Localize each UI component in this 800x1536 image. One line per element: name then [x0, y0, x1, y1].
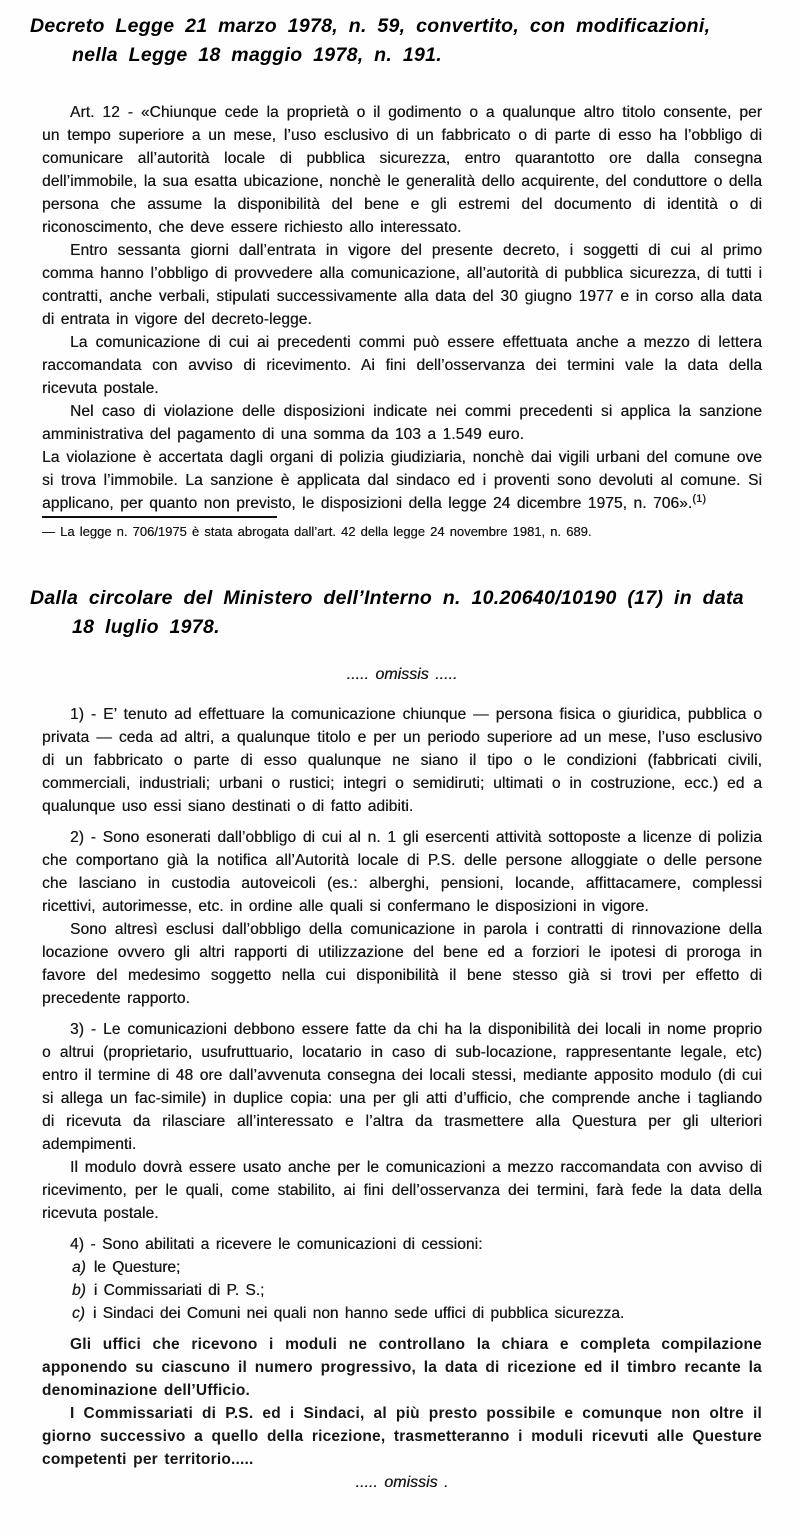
spacer	[42, 642, 762, 663]
spacer	[42, 1010, 762, 1018]
list-item-c	[72, 1302, 762, 1325]
list-item-a-marker: a)	[72, 1259, 86, 1276]
circular-paragraph-3: 3) - Le comunicazioni debbono essere fatte da chi ha la disponibilità dei locali in nome proprio o altrui (proprietario, usufruttuario, locatario in caso di sub-locazione, rappresentante legale, etc) entro il termine di 48 ore dall’avvenuta consegna dei locali stessi, mediante apposito modulo (di cui si allega un fac-simile) in duplice copia: una per gli atti d’ufficio, che comprende anche i tagliando di ricevuta da rilasciare all’interessato e l’altra da trasmettere alla Questura per gli ulteriori adempimenti.	[42, 1021, 762, 1153]
omissis-marker-bottom: ..... omissis .	[355, 1474, 449, 1491]
decree-paragraph-art12: Art. 12 - «Chiunque cede la proprietà o il godimento o a qualunque altro titolo consente, per un tempo superiore a un mese, l’uso esclusivo di un fabbricato o di parte di esso ha l’obbligo di comunicare all’autorità locale di pubblica sicurezza, entro quarantotto ore dalla consegna dell’immobile, la sua esatta ubicazione, nonchè le generalità dello acquirente, del conduttore o della persona che assume la disponibilità del bene e gli estremi del documento di identità o di riconoscimento, che deve essere richiesto allo interessato.	[42, 104, 762, 236]
list-item-c-marker: c)	[72, 1305, 85, 1322]
list-item-b-marker: b)	[72, 1282, 86, 1299]
list-item-a	[72, 1256, 762, 1279]
spacer	[42, 686, 762, 703]
circular-title: Dalla circolare del Ministero dell’Interno n. 10.20640/10190 (17) in data 18 luglio 1978.	[30, 587, 744, 638]
list-item-b	[72, 1279, 762, 1302]
circular-paragraph-2: 2) - Sono esonerati dall’obbligo di cui al n. 1 gli esercenti attività sottoposte a licenze di polizia che comportano già la notifica all’Autorità locale di P.S. delle persone alloggiate o delle persone che lasciano in custodia autoveicoli (es.: alberghi, pensioni, locande, affittacamere, complessi ricettivi, autorimesse, etc. in ordine alle quali si confermano le disposizioni in vigore.	[42, 829, 762, 915]
decree-paragraph-5	[42, 446, 762, 515]
decree-paragraph-5-text: La violazione è accertata dagli organi di polizia giudiziaria, nonchè dai vigili urbani del comune ove si trova l’immobile. La sanzione è applicata dal sindaco ed i proventi sono devoluti al comune. Si applicano, per quanto non previsto, le disposizioni della legge 24 dicembre 1975, n. 706».	[42, 449, 762, 512]
circular-paragraph-2b: Sono altresì esclusi dall’obbligo della comunicazione in parola i contratti di rinnovazione della locazione ovvero gli altri rapporti di utilizzazione del bene ed a forziori le ipotesi di proroga in favore del medesimo soggetto nella cui disponibilità il bene stesso già si trovi per effetto di precedente rapporto.	[42, 921, 762, 1007]
circular-paragraph-offices: Gli uffici che ricevono i moduli ne controllano la chiara e completa compilazione apponendo su ciascuno il numero progressivo, la data di ricezione ed il timbro recante la denominazione dell’Ufficio.	[42, 1336, 762, 1399]
omissis-marker-top: ..... omissis .....	[346, 666, 458, 683]
list-item-b-text: i Commissariati di P. S.;	[93, 1282, 265, 1299]
spacer	[42, 540, 762, 584]
spacer	[42, 70, 762, 101]
authorities-list	[42, 1256, 762, 1325]
circular-paragraph-1: 1) - E’ tenuto ad effettuare la comunicazione chiunque — persona fisica o giuridica, pubblica o privata — ceda ad altri, a qualunque titolo e per un periodo superiore ad un mese, l’uso esclusivo di un fabbricato o parte di esso qualunque ne siano il tipo o le condizioni (fabbricati civili, commerciali, industriali; urbani o rustici; integri o semidiruti; ultimati o in costruzione, ecc.) ed a qualunque uso essi siano destinati o di fatto adibiti.	[42, 706, 762, 815]
circular-paragraph-3b: Il modulo dovrà essere usato anche per le comunicazioni a mezzo raccomandata con avviso di ricevimento, per le quali, come stabilito, ai fini dell’osservanza dei termini, farà fede la data della ricevuta postale.	[42, 1159, 762, 1222]
list-item-a-text: le Questure;	[93, 1259, 181, 1276]
decree-title: Decreto Legge 21 marzo 1978, n. 59, convertito, con modificazioni, nella Legge 18 maggio 1978, n. 191.	[30, 15, 711, 66]
decree-paragraph-3: La comunicazione di cui ai precedenti commi può essere effettuata anche a mezzo di lettera raccomandata con avviso di ricevimento. Ai fini dell’osservanza dei termini vale la data della ricevuta postale.	[42, 334, 762, 397]
circular-paragraph-commissariati: I Commissariati di P.S. ed i Sindaci, al più presto possibile e comunque non oltre il giorno successivo a quello della ricezione, trasmetteranno i moduli ricevuti alle Questure competenti per territorio.....	[42, 1405, 762, 1468]
decree-paragraph-4: Nel caso di violazione delle disposizioni indicate nei commi precedenti si applica la sanzione amministrativa del pagamento di una somma da 103 a 1.549 euro.	[42, 403, 762, 443]
spacer	[42, 1225, 762, 1233]
list-item-c-text: i Sindaci dei Comuni nei quali non hanno sede uffici di pubblica sicurezza.	[92, 1305, 625, 1322]
footnote-text: — La legge n. 706/1975 è stata abrogata dall’art. 42 della legge 24 novembre 1981, n. 689.	[42, 524, 592, 539]
circular-paragraph-4: 4) - Sono abilitati a ricevere le comunicazioni di cessioni:	[70, 1236, 483, 1253]
spacer	[42, 818, 762, 826]
footnote-separator-rule	[42, 516, 277, 518]
footnote-reference: (1)	[692, 492, 707, 505]
spacer	[42, 1325, 762, 1333]
decree-paragraph-2: Entro sessanta giorni dall’entrata in vigore del presente decreto, i soggetti di cui al primo comma hanno l’obbligo di provvedere alla comunicazione, all’autorità di pubblica sicurezza, di tutti i contratti, anche verbali, stipulati successivamente alla data del 30 giugno 1977 e in corso alla data di entrata in vigore del decreto-legge.	[42, 242, 762, 328]
